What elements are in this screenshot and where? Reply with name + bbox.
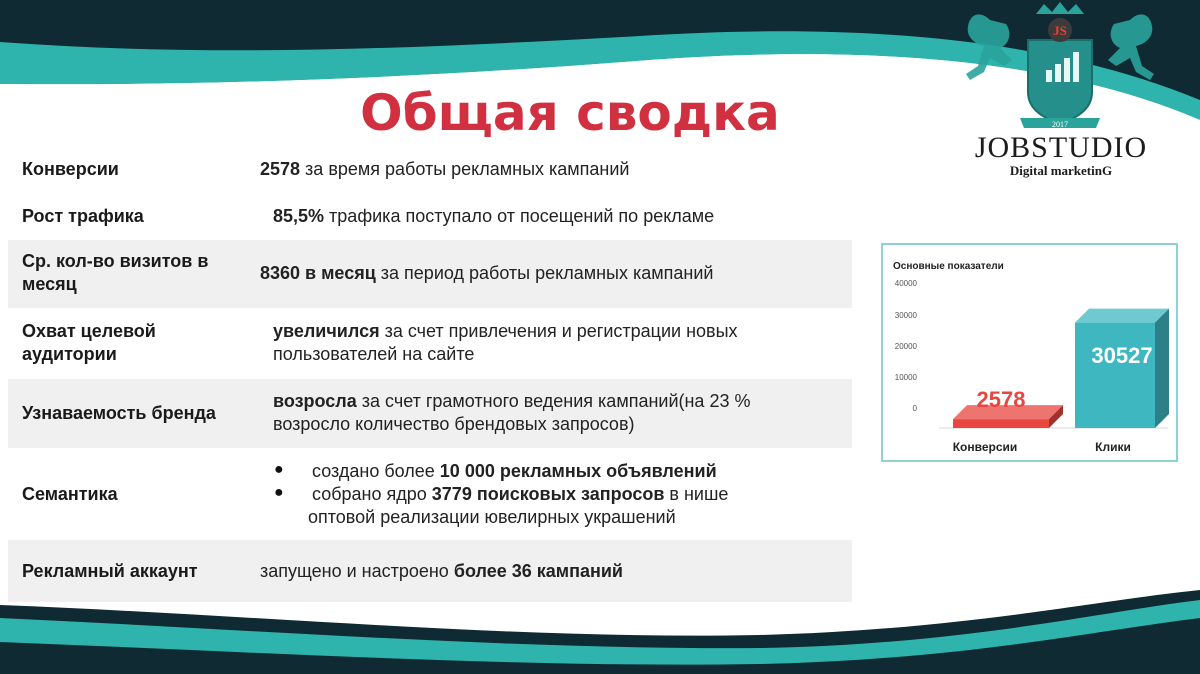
y-tick-label: 30000 <box>894 311 917 320</box>
table-row <box>8 448 852 540</box>
bullet-item: собрано ядро 3779 поисковых запросов в нише <box>312 484 729 504</box>
row-value: возросла за счет грамотного ведения кампаний(на 23 % возросло количество брендовых запросов) <box>273 391 751 434</box>
row-label: Рекламный аккаунт <box>22 561 198 581</box>
chart-title: Основные показатели <box>893 261 1004 272</box>
logo-name: JOBSTUDIO <box>974 131 1148 164</box>
y-tick-label: 20000 <box>894 342 917 351</box>
right-horse-icon <box>1108 14 1154 80</box>
row-label: Ср. кол-во визитов в месяц <box>22 251 209 294</box>
row-value: 85,5% трафика поступало от посещений по рекламе <box>273 206 715 226</box>
y-tick-label: 0 <box>912 404 917 413</box>
y-tick-label: 10000 <box>894 373 917 382</box>
x-tick-label: Клики <box>1095 440 1131 454</box>
row-label: Рост трафика <box>22 206 144 226</box>
data-label: 2578 <box>976 387 1026 413</box>
bullet-item-continuation: оптовой реализации ювелирных украшений <box>308 507 676 527</box>
bullet-icon: ● <box>274 461 284 478</box>
row-label: Конверсии <box>22 159 119 179</box>
slide-title: Общая сводка <box>360 84 780 142</box>
row-value: 8360 в месяц за период работы рекламных кампаний <box>260 263 714 283</box>
crown-icon <box>1036 2 1084 14</box>
data-label: 30527 <box>1091 342 1153 368</box>
bullet-item: создано более 10 000 рекламных объявлений <box>312 461 717 481</box>
bullet-icon: ● <box>274 484 284 501</box>
table-row <box>8 379 852 448</box>
table-row <box>8 240 852 308</box>
chart-panel <box>881 243 1178 462</box>
y-tick-label: 40000 <box>894 279 917 288</box>
logo-badge: JS <box>1053 23 1067 38</box>
row-value: запущено и настроено более 36 кампаний <box>260 561 623 581</box>
row-value: 2578 за время работы рекламных кампаний <box>260 159 630 179</box>
row-label: Охват целевой аудитории <box>22 321 156 364</box>
logo-year: 2017 <box>1052 120 1068 129</box>
table-row <box>8 193 852 240</box>
row-label: Семантика <box>22 484 118 504</box>
logo-tagline: Digital marketinG <box>1009 163 1113 178</box>
table-row <box>8 540 852 602</box>
row-label: Узнаваемость бренда <box>22 403 216 423</box>
table-row <box>8 146 852 193</box>
left-horse-icon <box>966 14 1012 80</box>
table-row <box>8 308 852 379</box>
x-tick-label: Конверсии <box>952 440 1018 454</box>
row-value: увеличился за счет привлечения и регистрации новых пользователей на сайте <box>273 321 738 364</box>
